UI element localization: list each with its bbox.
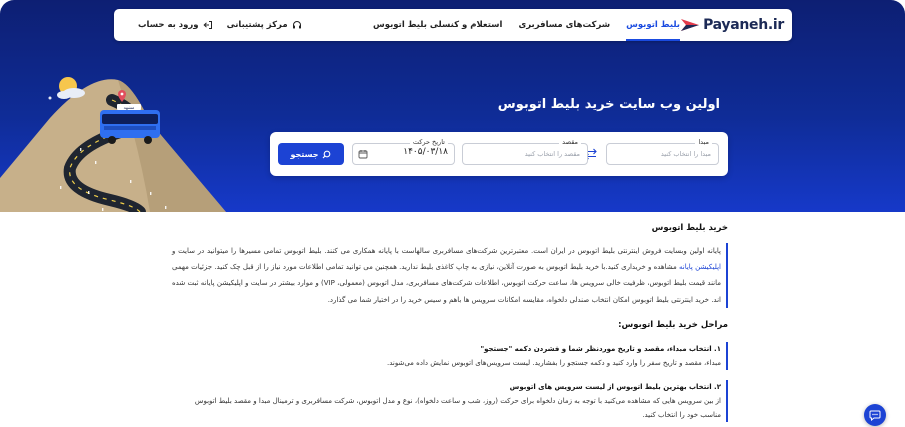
mountain-bus-illustration xyxy=(0,60,240,212)
bus-sign: مشهد xyxy=(123,106,135,111)
nav-actions xyxy=(124,9,302,41)
step-text: مبداء، مقصد و تاریخ سفر را وارد کنید و دکمه جستجو را بفشارید. لیست سرویس‌های اتوبوس نمایش داده می‌شوند. xyxy=(387,359,721,367)
calendar-icon xyxy=(358,149,368,159)
step-item-2 xyxy=(172,380,728,422)
departure-date-label: تاریخ حرکت xyxy=(410,138,448,146)
site-logo[interactable] xyxy=(680,14,784,36)
steps-heading: مراحل خرید بلیط اتوبوس: xyxy=(618,320,728,330)
support-center-label: مرکز پشتیبانی xyxy=(226,20,288,30)
decor-dot xyxy=(49,97,52,100)
departure-date-field[interactable] xyxy=(352,138,455,165)
search-icon xyxy=(322,150,331,159)
step-item-1 xyxy=(172,342,728,370)
article-section xyxy=(0,212,905,427)
logo-mark-icon xyxy=(680,17,700,33)
intro-text-part1: پایانه اولین وبسایت فروش اینترنتی بلیط اتوبوس در ایران است. معتبرترین شرکت‌های مسافربری سالهاست با پایانه همکاری می کنند. بلیط اتوبوس تمامی مسیرها را میتوانید در سایت و xyxy=(172,247,721,255)
origin-field[interactable] xyxy=(606,138,719,165)
departure-date-value[interactable]: ۱۴۰۵/۰۳/۱۸ xyxy=(403,147,448,157)
ticket-search-form xyxy=(270,132,728,176)
chat-button[interactable] xyxy=(864,404,886,426)
destination-label: مقصد xyxy=(559,138,581,146)
app-link[interactable]: اپلیکیشن پایانه xyxy=(679,263,721,272)
destination-input[interactable]: مقصد را انتخاب کنید xyxy=(524,150,580,158)
intro-text-part2: مشاهده و خریداری کنید.با خرید بلیط اتوبوس به صورت آنلاین، نیازی به چاپ کاغذی بلیط ندارید. همچنین می توانید تمامی اطلاعات مورد نیاز را از قبل چک کنید. جزئیات مهمی مانند قیمت بلیط اتوبوس، ظرفیت خالی سرویس ها، ساعت حرکت اتوبوس، اطلاعات شرکت‌های مسافربری، مدل اتوبوس (معمولی، VIP) و موارد بیشتر در سایت و اپلیکیشن پایانه ثبت شده اند. خرید اینترنتی بلیط اتوبوس امکان انتخاب صندلی دلخواه، مقایسه امکانات سرویس ها باهم و سیس خرید را در اختیار شما می گذارد. xyxy=(172,263,722,304)
step-text: از بین سرویس هایی که مشاهده می‌کنید با توجه به زمان دلخواه برای حرکت (روز، شب و ساعت دلخواه)، نوع و مدل اتوبوس، شرکت مسافربری و ترمینال مبدا و مقصد بلیط اتوبوس مناسب خود را انتخاب کنید. xyxy=(194,397,721,419)
logo-text: Payaneh.ir xyxy=(703,17,784,33)
login-arrow-icon xyxy=(203,20,213,30)
search-button-label: جستجو xyxy=(290,149,319,159)
chat-icon xyxy=(869,409,881,421)
login-label: ورود به حساب xyxy=(138,20,199,30)
sun-cloud-icon xyxy=(57,77,85,99)
article-heading: خرید بلیط اتوبوس xyxy=(651,223,728,233)
step-title: ۱. انتخاب مبداء، مقصد و تاریخ موردنظر شما و فشردن دکمه "جستجو" xyxy=(480,345,721,353)
search-button[interactable] xyxy=(278,143,344,165)
hero-section xyxy=(0,0,905,212)
step-title: ۲. انتخاب بهترین بلیط اتوبوس از لیست سرویس های اتوبوس xyxy=(509,383,721,391)
top-navbar xyxy=(114,9,792,41)
nav-link-bus-companies[interactable]: شرکت‌های مسافربری xyxy=(518,20,611,30)
headset-icon xyxy=(292,20,302,30)
origin-label: مبدا xyxy=(695,138,712,146)
destination-field[interactable] xyxy=(462,138,588,165)
article-intro xyxy=(172,243,728,308)
support-center-link[interactable] xyxy=(227,20,302,30)
origin-input[interactable]: مبدا را انتخاب کنید xyxy=(660,150,711,158)
nav-link-bus-ticket[interactable]: بلیط اتوبوس xyxy=(626,9,680,41)
nav-links xyxy=(357,9,680,41)
hero-title: اولین وب سایت خرید بلیط اتوبوس xyxy=(497,97,720,112)
nav-link-ticket-inquiry[interactable]: استعلام و کنسلی بلیط اتوبوس xyxy=(373,20,503,30)
login-link[interactable] xyxy=(138,20,213,30)
